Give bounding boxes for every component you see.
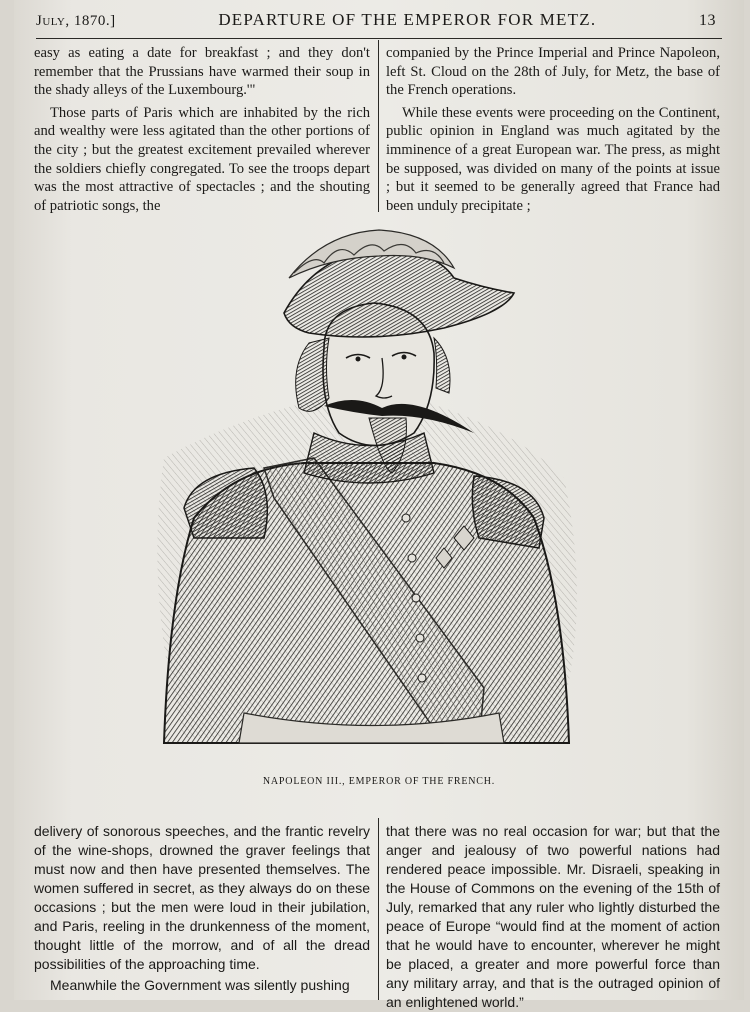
paragraph: delivery of sonorous speeches, and the frantic revelry of the wine-shops, drowned the graver feelings that must now and then have presented themselves. The women suffered in secret, as they always do on these occasions ; but the men were loud in their jubilation, and Paris, reeling in the drunkenness of the moment, thought little of the morrow, and of all the dread possibilities of the approaching time. xyxy=(34,823,370,972)
paragraph: Those parts of Paris which are inhabited by the rich and wealthy were less agitated than the other portions of the city ; but the greatest excitement prevailed wherever the soldiers chiefly congregated. To see the troops depart was the most attractive of spectacles ; and the shouting of patriotic songs, the xyxy=(34,104,370,214)
header-date: July, 1870.] xyxy=(36,13,116,29)
paragraph: While these events were proceeding on the Continent, public opinion in England was much agitated by the imminence of a great European war. The press, as might be supposed, was divided on many of the points at issue ; but it seemed to be generally agreed that France had been unduly precipitate ; xyxy=(386,104,720,214)
header-rule xyxy=(36,38,722,39)
text-column-bottom-left xyxy=(34,822,370,995)
book-page xyxy=(14,0,744,1010)
paragraph: Meanwhile the Government was silently pushing xyxy=(50,977,350,993)
column-divider-top xyxy=(378,40,379,212)
illustration-caption: NAPOLEON III., EMPEROR OF THE FRENCH. xyxy=(262,776,496,787)
portrait-engraving xyxy=(124,218,614,778)
page-number: 13 xyxy=(699,12,716,29)
header-title: DEPARTURE OF THE EMPEROR FOR METZ. xyxy=(218,10,597,29)
text-column-top-right xyxy=(386,44,720,215)
paragraph: easy as eating a date for breakfast ; and they don't remember that the Prussians have warmed their soup in the shady alleys of the Luxembourg.'" xyxy=(34,45,370,99)
running-header xyxy=(36,10,716,36)
text-column-bottom-right xyxy=(386,822,720,1012)
paragraph: companied by the Prince Imperial and Prince Napoleon, left St. Cloud on the 28th of July, for Metz, the base of the French operations. xyxy=(386,45,720,99)
column-divider-bottom xyxy=(378,818,379,1000)
paragraph: that there was no real occasion for war; but that the anger and jealousy of two powerful nations had rendered peace impossible. Mr. Disraeli, speaking in the House of Commons on the evening of the 15th of July, remarked that any ruler who lightly disturbed the peace of Europe “would find at the moment of action that he would have to encounter, wherever he might be placed, a greater and more powerful force than any military array, and that is the outraged opinion of an enlightened world.” xyxy=(386,823,720,1010)
text-column-top-left xyxy=(34,44,370,215)
